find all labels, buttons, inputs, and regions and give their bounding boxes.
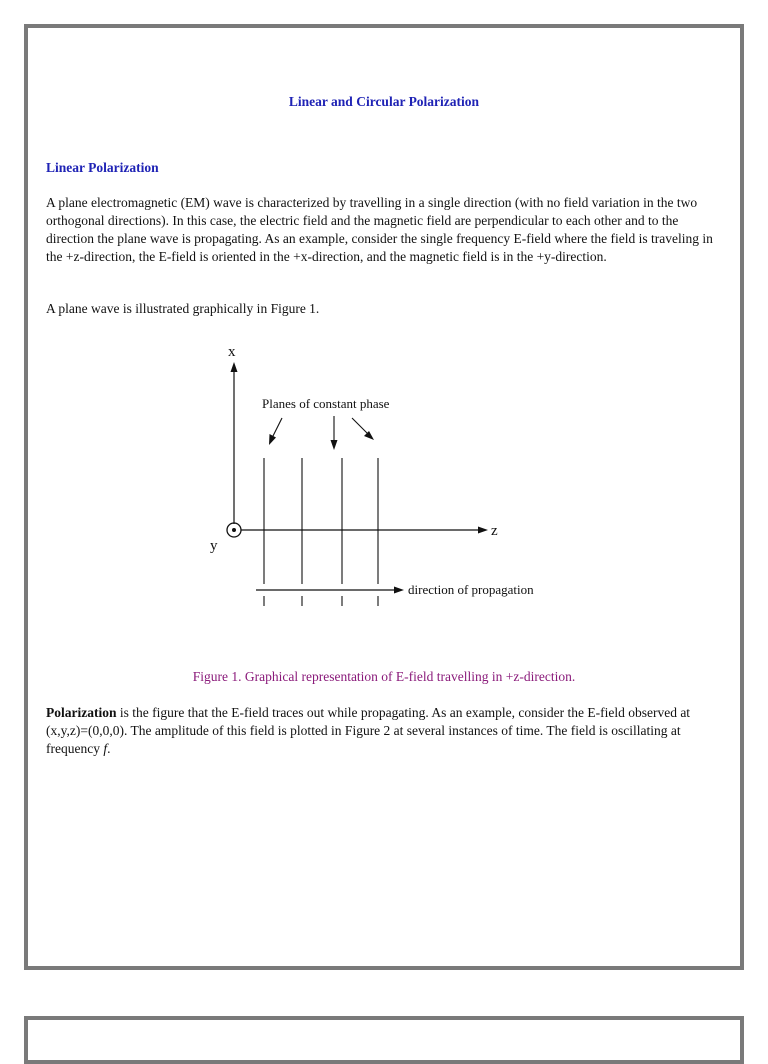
figure-1 bbox=[168, 338, 548, 638]
polarization-term: Polarization bbox=[46, 705, 117, 720]
frequency-symbol: f bbox=[103, 741, 108, 756]
y-axis-label: y bbox=[210, 538, 218, 554]
next-page-edge bbox=[24, 1016, 744, 1064]
document-page bbox=[24, 24, 744, 970]
figure-1-caption: Figure 1. Graphical representation of E-field travelling in +z-direction. bbox=[192, 669, 576, 684]
pointer-arrow bbox=[352, 418, 368, 434]
propagation-label: direction of propagation bbox=[408, 582, 534, 597]
polarization-end: . bbox=[107, 741, 111, 756]
section-heading-linear: Linear Polarization bbox=[46, 160, 159, 175]
paragraph-plane-wave: A plane electromagnetic (EM) wave is characterized by travelling in a single direction (with no field variation in the two orthogonal directions). In this case, the electric field and the magnetic field are perpendicular to each other and to the direction the plane wave is propagating. As an example, consider the single frequency E-field where the field is traveling in the +z-direction, the E-field is oriented in the +x-direction, and the magnetic field is in the +y-direction. bbox=[46, 195, 713, 264]
plane-wave-diagram bbox=[168, 338, 548, 638]
z-axis-label: z bbox=[491, 523, 498, 539]
document-title: Linear and Circular Polarization bbox=[288, 94, 480, 109]
paragraph-figure-ref: A plane wave is illustrated graphically in Figure 1. bbox=[46, 301, 320, 316]
planes-label: Planes of constant phase bbox=[262, 396, 390, 411]
polarization-text: is the figure that the E-field traces out while propagating. As an example, consider the E-field observed at (x,y,z)=(0,0,0). The amplitude of this field is plotted in Figure 2 at several instances of time. The field is oscillating at frequency bbox=[46, 705, 691, 756]
z-axis-arrowhead bbox=[478, 527, 488, 534]
x-axis-arrowhead bbox=[231, 362, 238, 372]
x-axis-label: x bbox=[228, 344, 236, 360]
paragraph-polarization bbox=[46, 704, 724, 758]
pointer-arrow bbox=[272, 418, 282, 438]
